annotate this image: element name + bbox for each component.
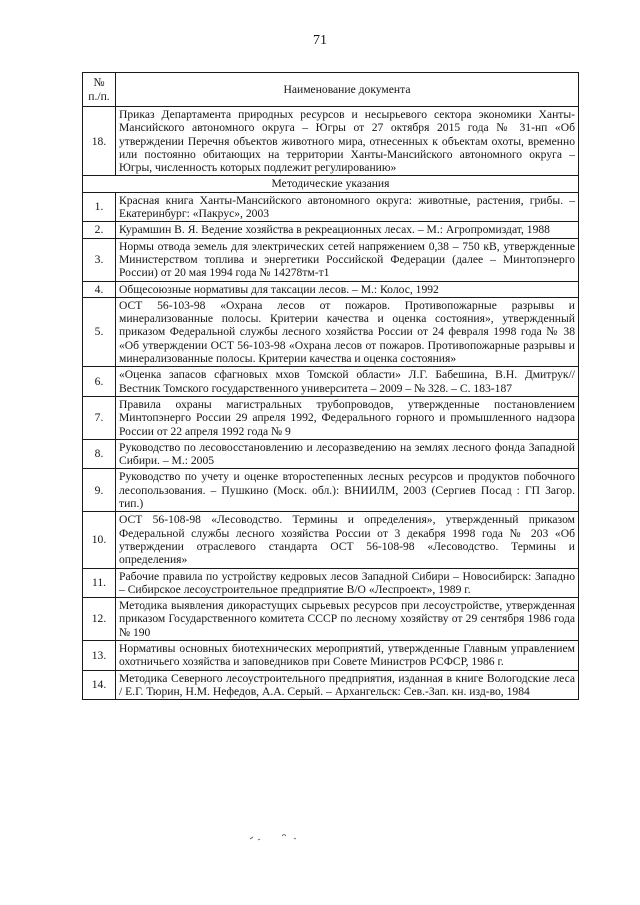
table-row <box>83 192 579 222</box>
section-title: Методические указания <box>83 176 579 192</box>
table-row <box>83 238 579 281</box>
documents-table <box>82 72 579 700</box>
table-row <box>83 222 579 238</box>
row-number: 3. <box>83 238 116 281</box>
table-row <box>83 439 579 469</box>
row-document-name: Правила охраны магистральных трубопроводов, утвержденные постановлением Минтопэнерго России 29 апреля 1992, Федерального горного и промышленного надзора России от 22 апреля 1992 года № 9 <box>116 396 579 439</box>
row-number: 7. <box>83 396 116 439</box>
row-number: 11. <box>83 568 116 598</box>
row-document-name: Нормативы основных биотехнических мероприятий, утвержденные Главным управлением охотничьего хозяйства и заповедников при Совете Министров РСФСР, 1986 г. <box>116 640 579 670</box>
page-number: 71 <box>313 33 327 48</box>
row-number: 5. <box>83 297 116 366</box>
row-document-name: ОСТ 56-103-98 «Охрана лесов от пожаров. Противопожарные разрывы и минерализованные полосы. Критерии качества и оценка состояния», утвержденный приказом Федеральной службы лесного хозяйства России от 24 февраля 1998 года № 38 «Об утверждении ОСТ 56-103-98 «Охрана лесов от пожаров. Противопожарные разрывы и минерализованные полосы. Критерии качества и оценка состояния» <box>116 297 579 366</box>
row-document-name: Руководство по лесовосстановлению и лесоразведению на землях лесного фонда Западной Сибири. – М.: 2005 <box>116 439 579 469</box>
row-number: 2. <box>83 222 116 238</box>
table-row <box>83 512 579 568</box>
column-header-name: Наименование документа <box>116 73 579 107</box>
table-row <box>83 670 579 700</box>
row-document-name: Рабочие правила по устройству кедровых лесов Западной Сибири – Новосибирск: Западно – Сибирское лесоустроительное предприятие В/О «Леспроект», 1989 г. <box>116 568 579 598</box>
table-row <box>83 469 579 512</box>
row-document-name: Общесоюзные нормативы для таксации лесов. – М.: Колос, 1992 <box>116 281 579 297</box>
table-row <box>83 107 579 176</box>
table-row <box>83 640 579 670</box>
row-document-name: ОСТ 56-108-98 «Лесоводство. Термины и определения», утвержденный приказом Федеральной службы лесного хозяйства России от 3 декабря 1998 года № 203 «Об утверждении отраслевого стандарта ОСТ 56-108-98 «Лесоводство. Термины и определения» <box>116 512 579 568</box>
row-document-name: Нормы отвода земель для электрических сетей напряжением 0,38 – 750 кВ, утвержденные Министерством топлива и энергетики Российской Федерации (далее – Минтопэнерго России) от 20 мая 1994 года № 14278тм-т1 <box>116 238 579 281</box>
table-header-row <box>83 73 579 107</box>
methodical-rows <box>83 192 579 699</box>
row-number: 9. <box>83 469 116 512</box>
row-number: 1. <box>83 192 116 222</box>
column-header-number: № п./п. <box>83 73 116 107</box>
row-document-name: Курамшин В. Я. Ведение хозяйства в рекреационных лесах. – М.: Агропромиздат, 1988 <box>116 222 579 238</box>
table-row <box>83 281 579 297</box>
row-number: 13. <box>83 640 116 670</box>
row-number: 12. <box>83 598 116 641</box>
row-document-name: Приказ Департамента природных ресурсов и несырьевого сектора экономики Ханты-Мансийского автономного округа – Югры от 27 октября 2015 года № 31-нп «Об утверждении Перечня объектов животного мира, отнесенных к объектам охоты, временно или постоянно обитающих на территории Ханты-Мансийского автономного округа – Югры, численность которых подлежит регулированию» <box>116 107 579 176</box>
row-number: 4. <box>83 281 116 297</box>
row-document-name: Красная книга Ханты-Мансийского автономного округа: животные, растения, грибы. – Екатеринбург: «Пакрус», 2003 <box>116 192 579 222</box>
row-number: 14. <box>83 670 116 700</box>
table-row <box>83 568 579 598</box>
row-document-name: Методика выявления дикорастущих сырьевых ресурсов при лесоустройстве, утвержденная приказом Государственного комитета СССР по лесному хозяйству от 29 сентября 1986 года № 190 <box>116 598 579 641</box>
section-row <box>83 176 579 192</box>
table-row <box>83 297 579 366</box>
row-number: 18. <box>83 107 116 176</box>
row-document-name: Руководство по учету и оценке второстепенных лесных ресурсов и продуктов побочного лесопользования. – Пушкино (Моск. обл.): ВНИИЛМ, 2003 (Сергиев Посад : ГП Загор. тип.) <box>116 469 579 512</box>
table-row <box>83 367 579 397</box>
row-number: 8. <box>83 439 116 469</box>
table-row <box>83 396 579 439</box>
row-document-name: «Оценка запасов сфагновых мхов Томской области» Л.Г. Бабешина, В.Н. Дмитрук// Вестник Томского государственного университета – 2009 – № 328. – С. 183-187 <box>116 367 579 397</box>
table-row <box>83 598 579 641</box>
row-document-name: Методика Северного лесоустроительного предприятия, изданная в книге Вологодские леса / Е.Г. Тюрин, Н.М. Нефедов, А.А. Серый. – Архангельск: Сев.-Зап. кн. изд-во, 1984 <box>116 670 579 700</box>
pen-marks <box>248 830 308 844</box>
row-number: 10. <box>83 512 116 568</box>
row-number: 6. <box>83 367 116 397</box>
